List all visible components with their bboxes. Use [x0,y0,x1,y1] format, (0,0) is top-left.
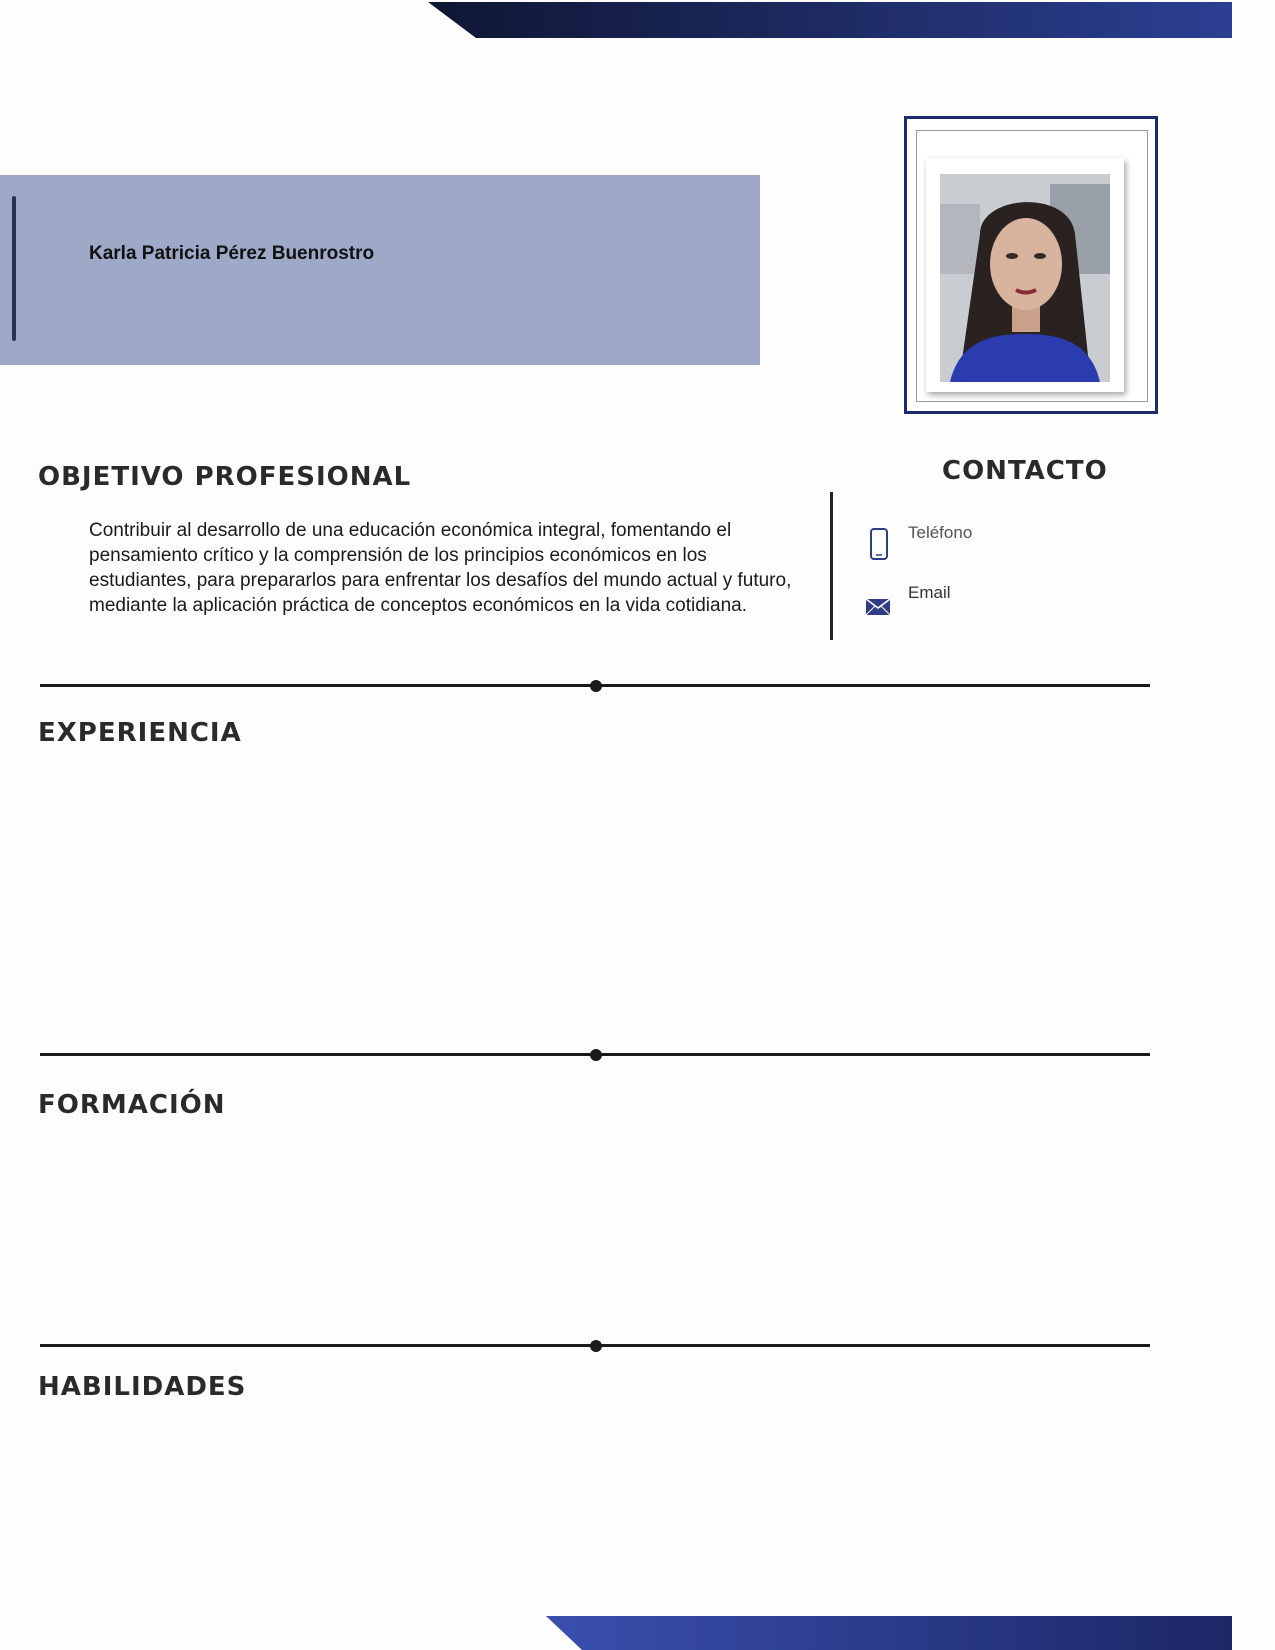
objective-text: Contribuir al desarrollo de una educación económica integral, fomentando el pensamiento crítico y la comprensión de los principios económicos en los estudiantes, para prepararlos para enfrentar los desafíos del mundo actual y futuro, mediante la aplicación práctica de conceptos económicos en la vida cotidiana. [89,520,792,616]
experience-heading: EXPERIENCIA [38,718,242,748]
separator-dot [590,680,602,692]
separator-dot [590,1049,602,1061]
separator-dot [590,1340,602,1352]
bottom-decorative-band [0,1610,1275,1650]
objective-heading: OBJETIVO PROFESIONAL [38,462,412,492]
email-icon [865,598,891,616]
profile-photo [940,174,1110,382]
phone-label[interactable]: Teléfono [908,523,973,542]
email-label[interactable]: Email [908,583,951,602]
contact-divider [830,492,833,640]
skills-heading: HABILIDADES [38,1372,247,1402]
banner-accent-bar [12,196,16,341]
top-decorative-band [0,0,1275,40]
contact-heading: CONTACTO [942,456,1108,486]
phone-icon [868,527,890,561]
education-heading: FORMACIÓN [38,1090,226,1120]
name-banner [0,175,760,365]
full-name: Karla Patricia Pérez Buenrostro [89,243,375,264]
